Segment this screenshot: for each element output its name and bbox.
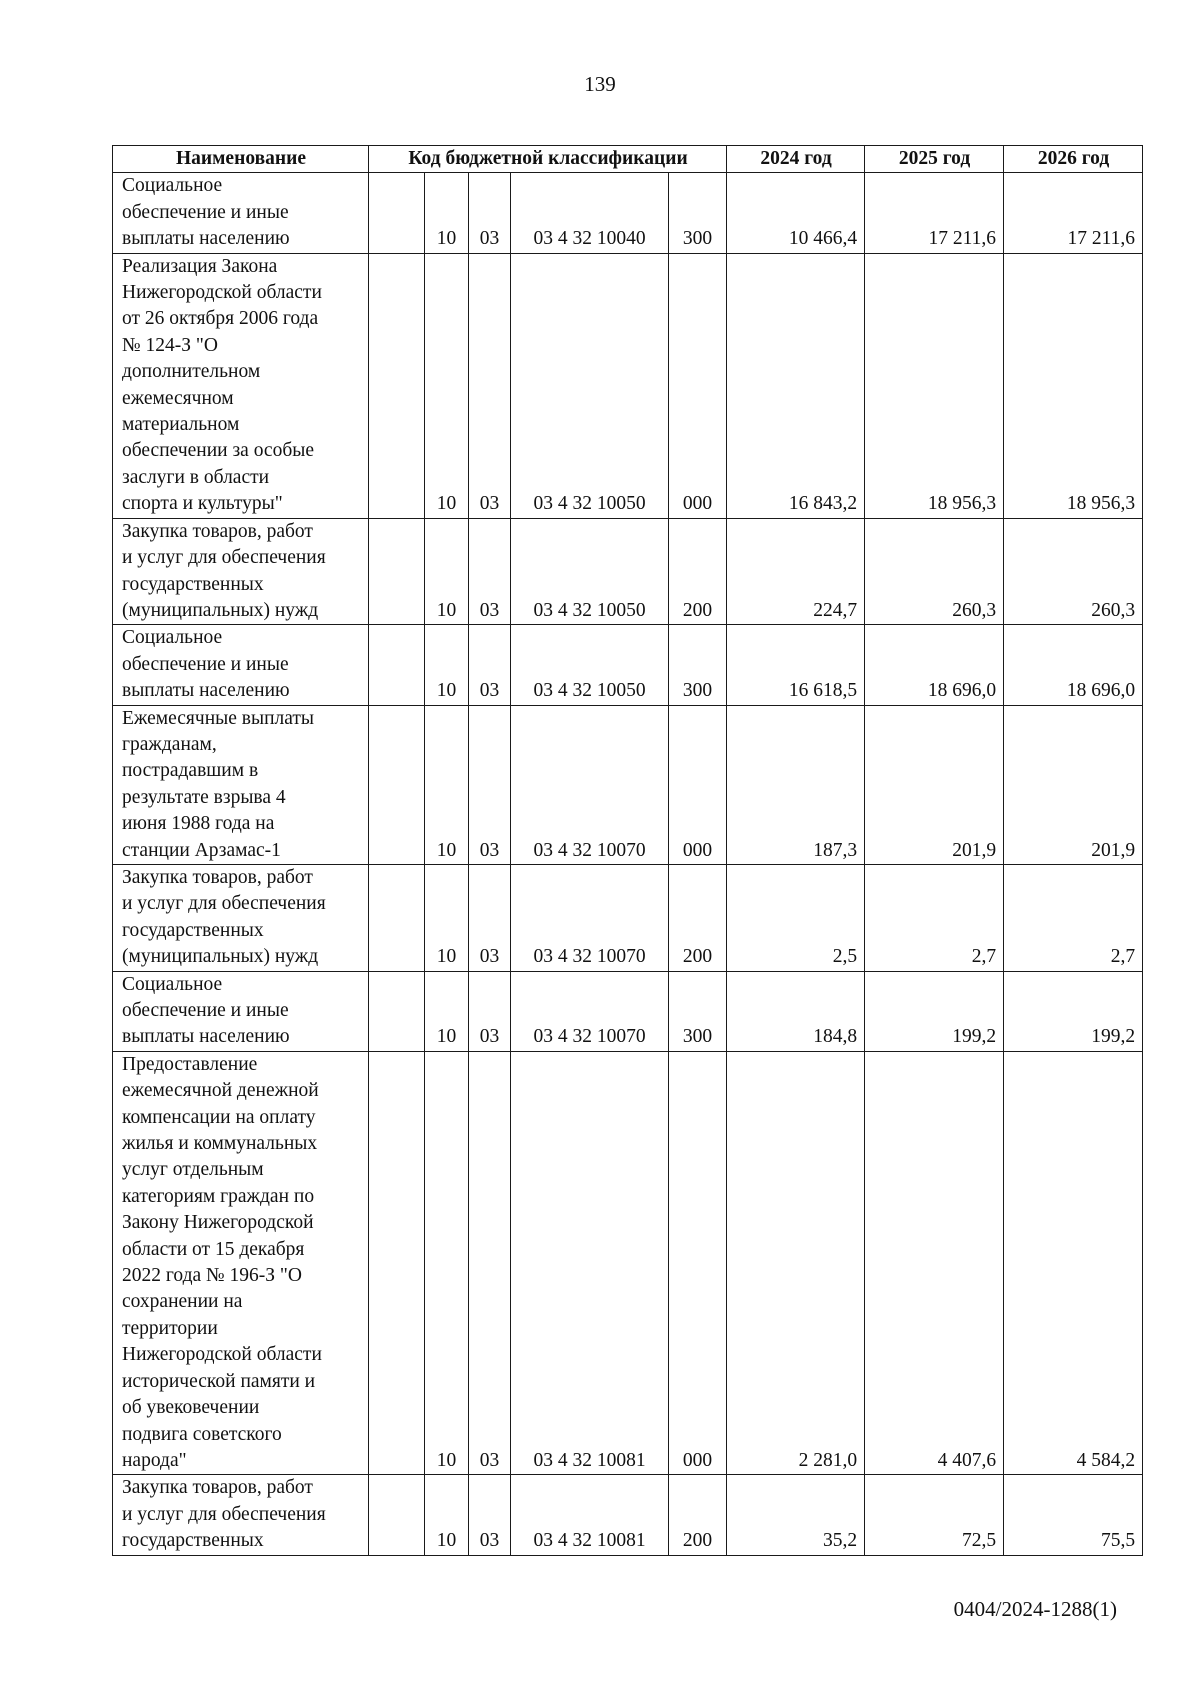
document-number: 0404/2024-1288(1) bbox=[953, 1597, 1117, 1621]
cell-2025: 72,5 bbox=[865, 1475, 1004, 1555]
cell-2026: 2,7 bbox=[1004, 864, 1143, 971]
cell-2026: 75,5 bbox=[1004, 1475, 1143, 1555]
cell-empty bbox=[369, 625, 425, 705]
table-header-row bbox=[113, 146, 1143, 173]
cell-2025: 199,2 bbox=[865, 971, 1004, 1051]
cell-2026: 17 211,6 bbox=[1004, 173, 1143, 253]
cell-2026: 18 696,0 bbox=[1004, 625, 1143, 705]
cell-empty bbox=[369, 1475, 425, 1555]
cell-2025: 201,9 bbox=[865, 705, 1004, 864]
table-row bbox=[113, 625, 1143, 705]
page-number: 139 bbox=[584, 72, 616, 96]
cell-empty bbox=[369, 971, 425, 1051]
cell-2024: 16 843,2 bbox=[727, 253, 865, 518]
cell-target-article: 03 4 32 10050 bbox=[511, 518, 669, 625]
cell-name: Закупка товаров, работ и услуг для обеспечения государственных (муниципальных) нужд bbox=[113, 518, 369, 625]
cell-2026: 18 956,3 bbox=[1004, 253, 1143, 518]
cell-section: 10 bbox=[425, 253, 469, 518]
cell-name: Социальное обеспечение и иные выплаты населению bbox=[113, 173, 369, 253]
cell-2024: 187,3 bbox=[727, 705, 865, 864]
cell-empty bbox=[369, 1051, 425, 1475]
cell-2024: 224,7 bbox=[727, 518, 865, 625]
table-row bbox=[113, 253, 1143, 518]
cell-2025: 4 407,6 bbox=[865, 1051, 1004, 1475]
header-code: Код бюджетной классификации bbox=[369, 146, 727, 173]
cell-expense-type: 200 bbox=[669, 1475, 727, 1555]
cell-2026: 260,3 bbox=[1004, 518, 1143, 625]
cell-empty bbox=[369, 173, 425, 253]
table-row bbox=[113, 971, 1143, 1051]
cell-2024: 35,2 bbox=[727, 1475, 865, 1555]
cell-section: 10 bbox=[425, 1051, 469, 1475]
cell-subsection: 03 bbox=[469, 705, 511, 864]
table-row bbox=[113, 518, 1143, 625]
cell-2024: 16 618,5 bbox=[727, 625, 865, 705]
cell-2024: 2,5 bbox=[727, 864, 865, 971]
cell-subsection: 03 bbox=[469, 1051, 511, 1475]
header-name: Наименование bbox=[113, 146, 369, 173]
cell-2025: 260,3 bbox=[865, 518, 1004, 625]
cell-expense-type: 300 bbox=[669, 625, 727, 705]
cell-name: Социальное обеспечение и иные выплаты населению bbox=[113, 971, 369, 1051]
cell-section: 10 bbox=[425, 971, 469, 1051]
cell-target-article: 03 4 32 10050 bbox=[511, 625, 669, 705]
cell-expense-type: 000 bbox=[669, 1051, 727, 1475]
cell-name: Предоставление ежемесячной денежной компенсации на оплату жилья и коммунальных услуг отдельным категориям граждан по Закону Нижегородской области от 15 декабря 2022 года № 196-З "О сохранении на территории Нижегородской области исторической памяти и об увековечении подвига советского народа" bbox=[113, 1051, 369, 1475]
header-2025: 2025 год bbox=[865, 146, 1004, 173]
table-row bbox=[113, 173, 1143, 253]
cell-expense-type: 200 bbox=[669, 518, 727, 625]
cell-section: 10 bbox=[425, 864, 469, 971]
cell-section: 10 bbox=[425, 173, 469, 253]
cell-2024: 184,8 bbox=[727, 971, 865, 1051]
table-row bbox=[113, 705, 1143, 864]
table-row bbox=[113, 1051, 1143, 1475]
cell-subsection: 03 bbox=[469, 1475, 511, 1555]
cell-subsection: 03 bbox=[469, 518, 511, 625]
cell-empty bbox=[369, 864, 425, 971]
cell-target-article: 03 4 32 10070 bbox=[511, 705, 669, 864]
table-row bbox=[113, 864, 1143, 971]
cell-expense-type: 200 bbox=[669, 864, 727, 971]
cell-subsection: 03 bbox=[469, 173, 511, 253]
cell-target-article: 03 4 32 10040 bbox=[511, 173, 669, 253]
cell-subsection: 03 bbox=[469, 625, 511, 705]
cell-2025: 2,7 bbox=[865, 864, 1004, 971]
cell-target-article: 03 4 32 10070 bbox=[511, 971, 669, 1051]
cell-subsection: 03 bbox=[469, 971, 511, 1051]
cell-2026: 4 584,2 bbox=[1004, 1051, 1143, 1475]
cell-subsection: 03 bbox=[469, 253, 511, 518]
cell-section: 10 bbox=[425, 518, 469, 625]
cell-expense-type: 000 bbox=[669, 705, 727, 864]
header-2024: 2024 год bbox=[727, 146, 865, 173]
cell-target-article: 03 4 32 10081 bbox=[511, 1475, 669, 1555]
cell-empty bbox=[369, 705, 425, 864]
cell-empty bbox=[369, 253, 425, 518]
cell-2025: 17 211,6 bbox=[865, 173, 1004, 253]
cell-target-article: 03 4 32 10081 bbox=[511, 1051, 669, 1475]
table-body bbox=[113, 173, 1143, 1555]
cell-2024: 2 281,0 bbox=[727, 1051, 865, 1475]
cell-2025: 18 696,0 bbox=[865, 625, 1004, 705]
cell-section: 10 bbox=[425, 625, 469, 705]
table-row bbox=[113, 1475, 1143, 1555]
cell-section: 10 bbox=[425, 1475, 469, 1555]
cell-2025: 18 956,3 bbox=[865, 253, 1004, 518]
cell-subsection: 03 bbox=[469, 864, 511, 971]
cell-2026: 201,9 bbox=[1004, 705, 1143, 864]
cell-expense-type: 300 bbox=[669, 173, 727, 253]
cell-2026: 199,2 bbox=[1004, 971, 1143, 1051]
cell-empty bbox=[369, 518, 425, 625]
cell-name: Социальное обеспечение и иные выплаты населению bbox=[113, 625, 369, 705]
budget-table bbox=[112, 145, 1143, 1556]
cell-target-article: 03 4 32 10050 bbox=[511, 253, 669, 518]
header-2026: 2026 год bbox=[1004, 146, 1143, 173]
cell-2024: 10 466,4 bbox=[727, 173, 865, 253]
cell-section: 10 bbox=[425, 705, 469, 864]
cell-expense-type: 300 bbox=[669, 971, 727, 1051]
cell-name: Закупка товаров, работ и услуг для обеспечения государственных (муниципальных) нужд bbox=[113, 864, 369, 971]
cell-target-article: 03 4 32 10070 bbox=[511, 864, 669, 971]
cell-name: Закупка товаров, работ и услуг для обеспечения государственных bbox=[113, 1475, 369, 1555]
cell-name: Ежемесячные выплаты гражданам, пострадавшим в результате взрыва 4 июня 1988 года на станции Арзамас-1 bbox=[113, 705, 369, 864]
cell-expense-type: 000 bbox=[669, 253, 727, 518]
cell-name: Реализация Закона Нижегородской области от 26 октября 2006 года № 124-З "О дополнительном ежемесячном материальном обеспечении за особые заслуги в области спорта и культуры" bbox=[113, 253, 369, 518]
